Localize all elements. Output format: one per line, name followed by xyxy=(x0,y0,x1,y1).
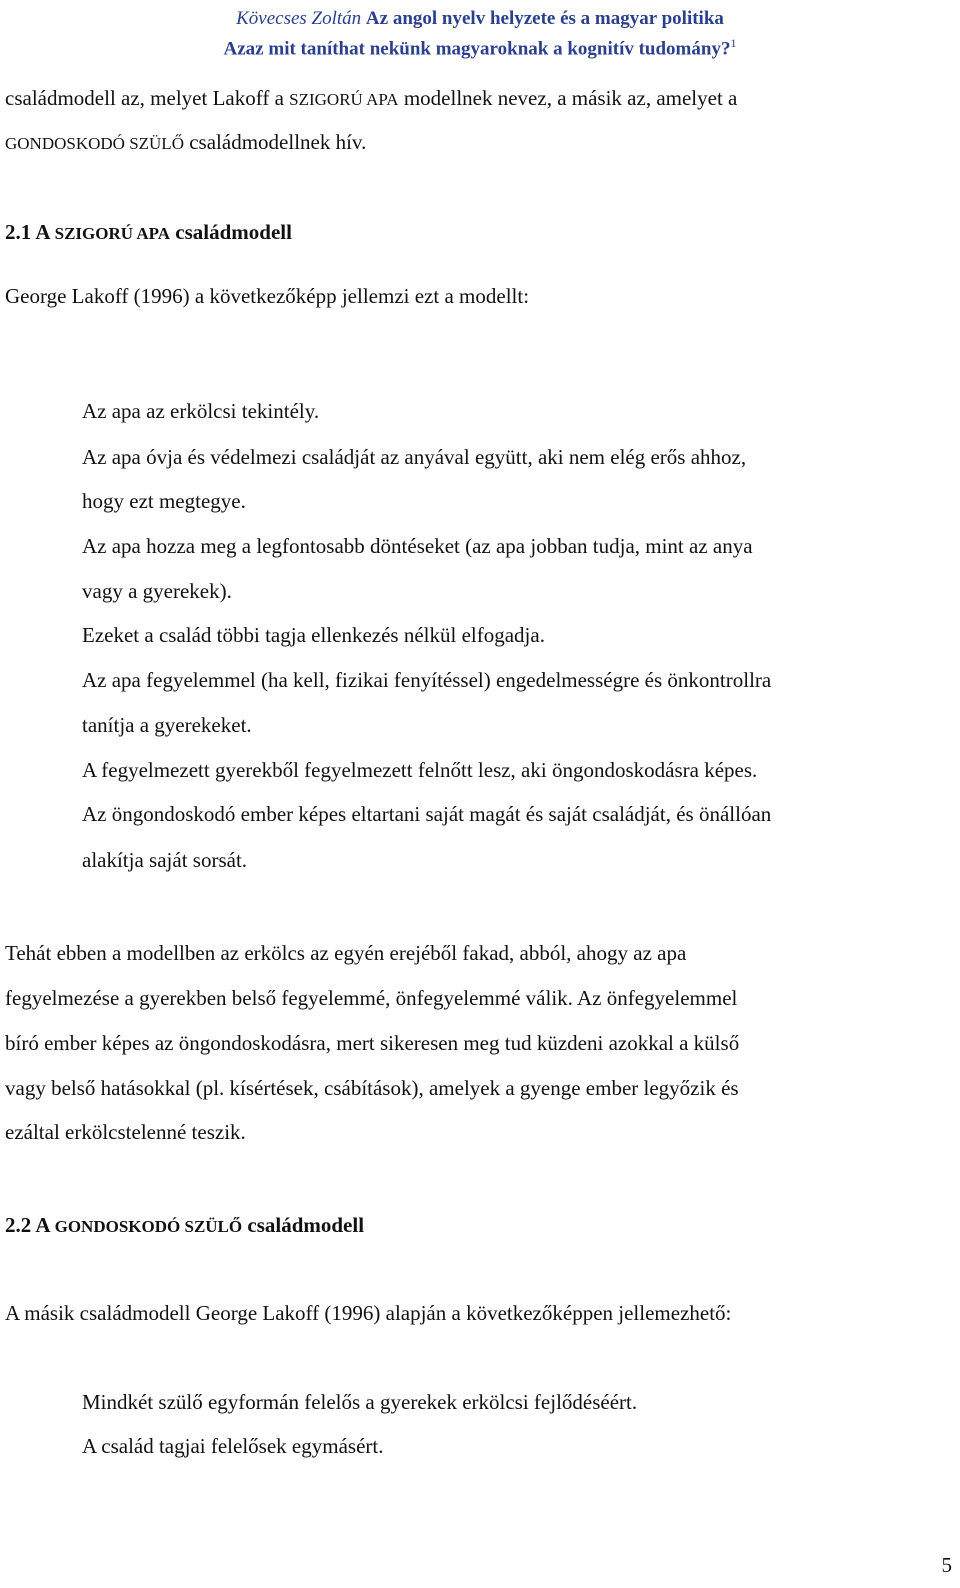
list-line: A család tagjai felelősek egymásért. xyxy=(82,1434,384,1458)
list-line: Az apa fegyelemmel (ha kell, fizikai fenyítéssel) engedelmességre és önkontrollra xyxy=(82,668,772,692)
intro-smallcaps: GONDOSKODÓ SZÜLŐ xyxy=(5,134,184,153)
paragraph-line: vagy belső hatásokkal (pl. kísértések, csábítások), amelyek a gyenge ember legyőzik és xyxy=(5,1076,739,1100)
list-line: vagy a gyerekek). xyxy=(82,579,232,603)
intro-text: családmodell az, melyet Lakoff a xyxy=(5,86,290,110)
heading-text: családmodell xyxy=(170,220,292,244)
intro-line-1 xyxy=(5,85,737,113)
section-heading-2 xyxy=(5,1212,364,1240)
list-line: Az apa az erkölcsi tekintély. xyxy=(82,399,320,423)
list-line: Az öngondoskodó ember képes eltartani saját magát és saját családját, és önállóan xyxy=(82,802,772,826)
list-line: Az apa hozza meg a legfontosabb döntéseket (az apa jobban tudja, mint az anya xyxy=(82,534,753,558)
heading-smallcaps: GONDOSKODÓ SZÜLŐ xyxy=(54,1217,243,1236)
list-line: hogy ezt megtegye. xyxy=(82,489,246,513)
list-line: Az apa óvja és védelmezi családját az anyával együtt, aki nem elég erős ahhoz, xyxy=(82,445,747,469)
list-line: Mindkét szülő egyformán felelős a gyerekek erkölcsi fejlődéséért. xyxy=(82,1390,638,1414)
intro-text: modellnek nevez, a másik az, amelyet a xyxy=(398,86,738,110)
intro-text: családmodellnek hív. xyxy=(183,130,367,154)
heading-number: 2.1 A xyxy=(5,220,55,244)
section1-lead: George Lakoff (1996) a következőképp jellemzi ezt a modellt: xyxy=(5,284,530,308)
footnote-mark: 1 xyxy=(730,36,737,50)
heading-number: 2.2 A xyxy=(5,1213,55,1237)
intro-smallcaps: SZIGORÚ APA xyxy=(289,90,399,109)
page-number: 5 xyxy=(941,1553,952,1577)
list-line: tanítja a gyerekeket. xyxy=(82,713,252,737)
list-line: alakítja saját sorsát. xyxy=(82,848,248,872)
paragraph-line: fegyelmezése a gyerekben belső fegyelemmé, önfegyelemmé válik. Az önfegyelemmel xyxy=(5,986,738,1010)
paragraph-line: Tehát ebben a modellben az erkölcs az egyén erejéből fakad, abból, ahogy az apa xyxy=(5,941,687,965)
section-heading-1 xyxy=(5,219,292,247)
heading-smallcaps: SZIGORÚ APA xyxy=(54,224,171,243)
header-title: Az angol nyelv helyzete és a magyar politika xyxy=(365,8,724,29)
header-author: Kövecses Zoltán xyxy=(236,8,362,29)
heading-text: családmodell xyxy=(242,1213,365,1237)
paragraph-line: ezáltal erkölcstelenné teszik. xyxy=(5,1120,246,1144)
header-subtitle: Azaz mit taníthat nekünk magyaroknak a kognitív tudomány? xyxy=(223,38,731,60)
paragraph-line: bíró ember képes az öngondoskodásra, mert sikeresen meg tud küzdeni azokkal a külső xyxy=(5,1031,740,1055)
section2-lead: A másik családmodell George Lakoff (1996) alapján a következőképpen jellemezhető: xyxy=(5,1301,732,1325)
list-line: Ezeket a család többi tagja ellenkezés nélkül elfogadja. xyxy=(82,623,545,647)
intro-line-2 xyxy=(5,129,366,157)
page-header xyxy=(0,0,960,61)
list-line: A fegyelmezett gyerekből fegyelmezett felnőtt lesz, aki öngondoskodásra képes. xyxy=(82,758,758,782)
